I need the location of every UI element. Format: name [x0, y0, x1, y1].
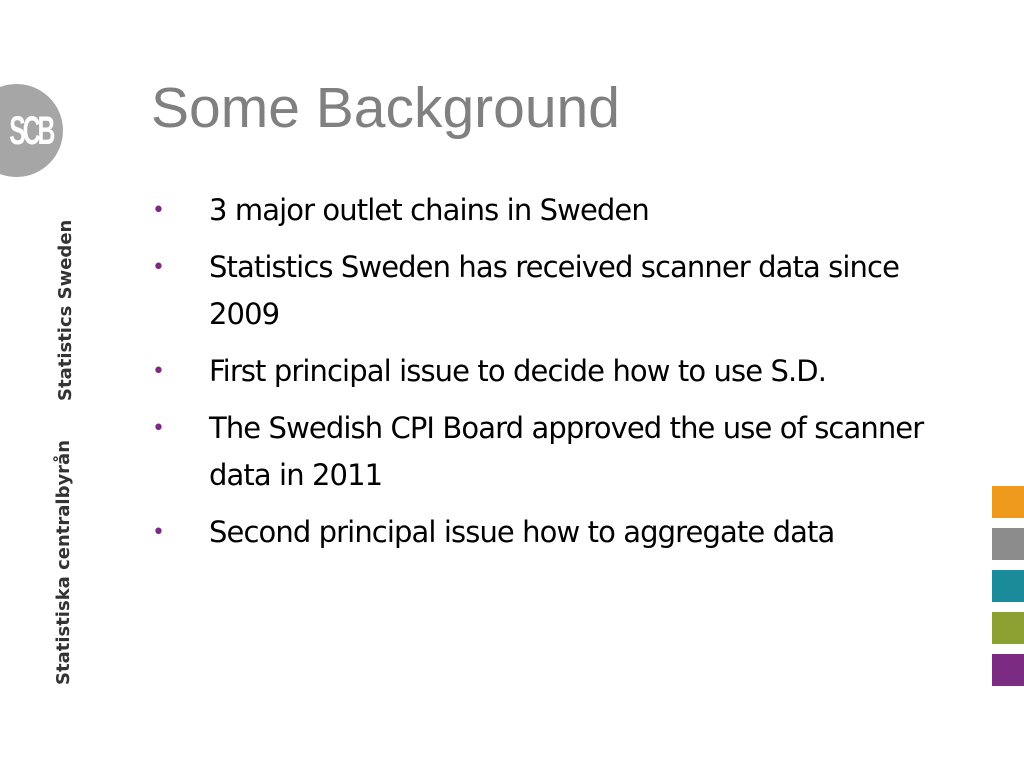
bullet-item [150, 244, 970, 338]
bullet-list [150, 187, 970, 566]
bullet-icon: • [152, 255, 165, 280]
color-square-teal [992, 570, 1024, 602]
color-square-purple [992, 654, 1024, 686]
scb-logo [0, 84, 63, 177]
slide-title: Some Background [151, 76, 620, 140]
bullet-text: Second principal issue how to aggregate data [209, 515, 835, 549]
color-square-orange [992, 486, 1024, 518]
org-name-english: Statistics Sweden [55, 219, 76, 401]
bullet-item [150, 187, 970, 234]
bullet-text: The Swedish CPI Board approved the use of scanner data in 2011 [209, 411, 924, 492]
color-squares [992, 486, 1024, 696]
logo-text: SCB [8, 109, 53, 153]
bullet-icon: • [152, 520, 165, 545]
bullet-icon: • [152, 198, 165, 223]
color-square-green [992, 612, 1024, 644]
bullet-item [150, 348, 970, 395]
bullet-text: Statistics Sweden has received scanner data since 2009 [209, 250, 900, 331]
color-square-gray [992, 528, 1024, 560]
bullet-item [150, 405, 970, 499]
org-name-swedish: Statistiska centralbyrån [53, 439, 74, 685]
vertical-organization-names [30, 215, 95, 685]
bullet-text: First principal issue to decide how to use S.D. [209, 354, 827, 388]
bullet-item [150, 509, 970, 556]
bullet-icon: • [152, 416, 165, 441]
bullet-icon: • [152, 359, 165, 384]
bullet-text: 3 major outlet chains in Sweden [209, 193, 649, 227]
